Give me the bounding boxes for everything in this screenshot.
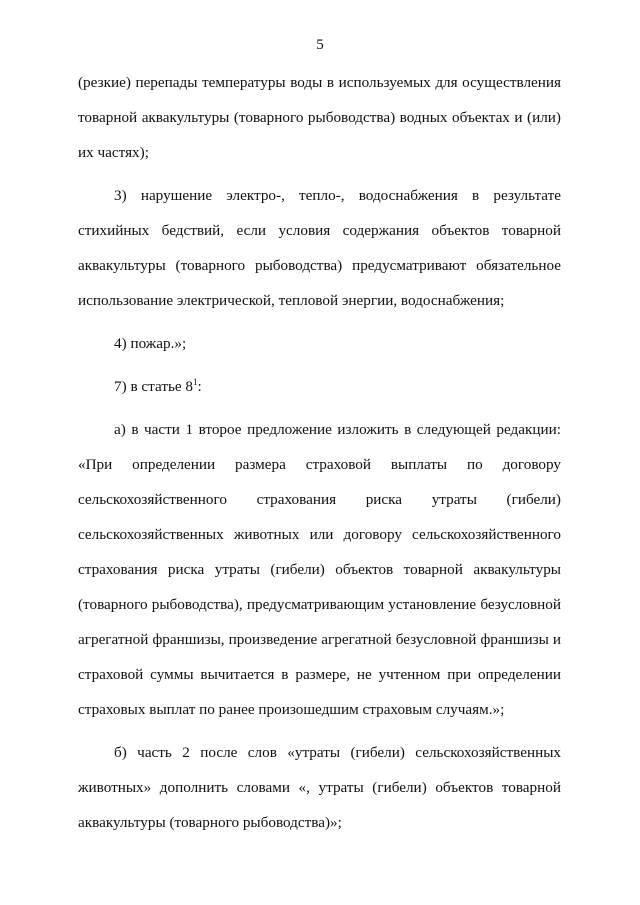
paragraph-item-7	[78, 369, 561, 404]
paragraph-item-4	[78, 326, 561, 361]
text-line: стихийных бедствий, если условия содержания объектов товарной	[78, 222, 561, 239]
text-line: страховых выплат по ранее произошедшим страховым случаям.»;	[78, 701, 505, 718]
paragraph-water-temperature	[78, 65, 561, 170]
text-line: (товарного рыбоводства), предусматривающим установление безусловной	[78, 596, 561, 613]
text-line: а) в части 1 второе предложение изложить в следующей редакции:	[114, 421, 561, 438]
text-line: использование электрической, тепловой энергии, водоснабжения;	[78, 292, 505, 309]
article-suffix: :	[197, 378, 202, 395]
text-line: «При определении размера страховой выплаты по договору	[78, 456, 561, 473]
article-superscript: 1	[193, 377, 198, 387]
paragraph-subitem-b	[78, 735, 561, 840]
text-line: 3) нарушение электро-, тепло-, водоснабжения в результате	[114, 187, 561, 204]
text-line: б) часть 2 после слов «утраты (гибели) сельскохозяйственных	[114, 744, 561, 761]
text-line: агрегатной франшизы, произведение агрегатной безусловной франшизы и	[78, 631, 561, 648]
text-line: аквакультуры (товарного рыбоводства)»;	[78, 814, 342, 831]
text-line: сельскохозяйственного страхования риска утраты (гибели)	[78, 491, 561, 508]
document-body	[78, 65, 561, 840]
article-reference: 7) в статье 8	[114, 378, 194, 395]
text-line: (резкие) перепады температуры воды в используемых для осуществления	[78, 74, 561, 91]
text-line: сельскохозяйственных животных или договору сельскохозяйственного	[78, 526, 561, 543]
text-line: страхования риска утраты (гибели) объектов товарной аквакультуры	[78, 561, 561, 578]
text-line: страховой суммы вычитается в размере, не учтенном при определении	[78, 666, 561, 683]
text-line	[78, 369, 561, 404]
paragraph-item-3	[78, 178, 561, 318]
paragraph-subitem-a	[78, 412, 561, 727]
text-line: аквакультуры (товарного рыбоводства) предусматривают обязательное	[78, 257, 561, 274]
text-line: товарной аквакультуры (товарного рыбоводства) водных объектах и (или)	[78, 109, 561, 126]
text-line: 4) пожар.»;	[114, 335, 187, 352]
text-line: животных» дополнить словами «, утраты (гибели) объектов товарной	[78, 779, 561, 796]
text-line: их частях);	[78, 144, 149, 161]
page-number: 5	[316, 37, 324, 53]
